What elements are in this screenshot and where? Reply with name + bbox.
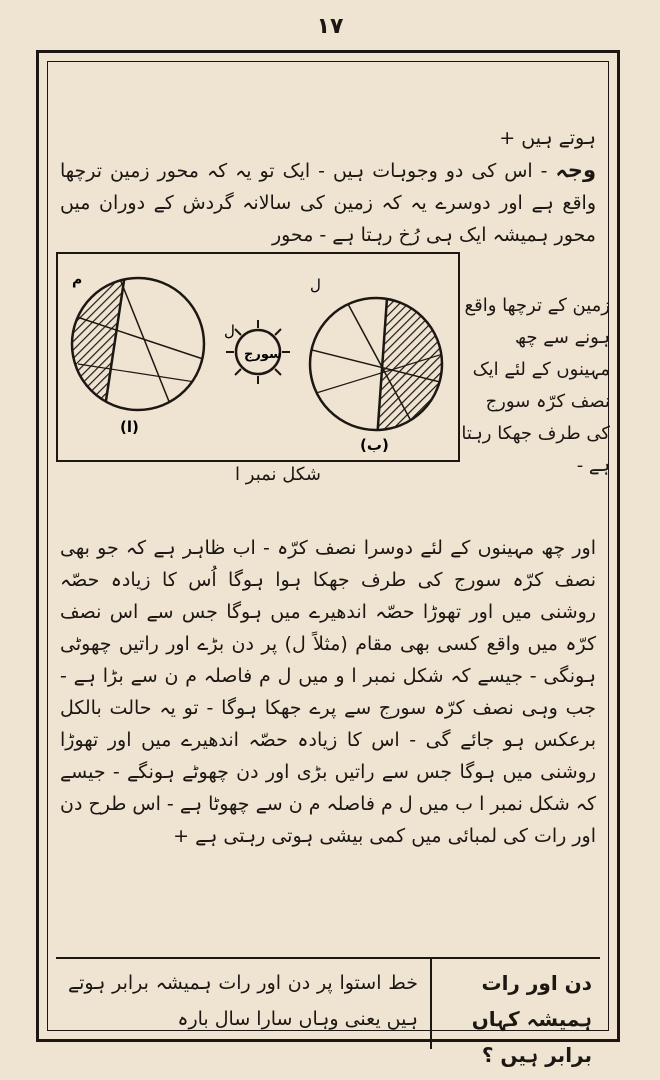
label-b: (ب) [360, 436, 389, 454]
page-border [36, 50, 620, 1067]
top-paragraph [48, 122, 608, 251]
reason-text: - اس کی دو وجوہات ہیں - ایک تو یہ کہ محور زمین ترچھا واقع ہے اور دوسرے یہ کہ زمین کی سالانہ گردش کے دوران میں محور ہمیشہ ایک ہی رُخ رہتا ہے - محور [60, 160, 596, 246]
page-number: ١٧ [316, 14, 344, 39]
label-a: (ا) [120, 418, 139, 436]
reason-heading: وجہ [555, 158, 596, 182]
question-cell: دن اور رات ہمیشہ کہاں برابر ہیں ؟ [430, 959, 600, 1049]
globe-b [308, 284, 458, 454]
answer-cell: خط استوا پر دن اور رات ہمیشہ برابر ہوتے ہیں یعنی وہاں سارا سال بارہ [68, 972, 418, 1030]
sun-label: سورج [244, 347, 282, 362]
earth-orbit-figure [56, 252, 460, 462]
qa-table [56, 957, 600, 1067]
figure-drawing [58, 254, 458, 460]
reason-paragraph [60, 154, 596, 251]
content-frame [47, 61, 610, 1067]
label-l-right: ل [310, 276, 321, 294]
side-paragraph: زمین کے ترچھا واقع ہونے سے چھ مہینوں کے لئے ایک نصف کرّہ سورج کی طرف جھکا رہتا ہے - [461, 295, 610, 476]
label-m: م [72, 272, 83, 288]
figure-caption: شکل نمبر ا [235, 464, 321, 485]
label-l-left: ل [224, 322, 235, 340]
globe-a-night-side [58, 254, 128, 454]
intro-line: ہوتے ہیں + [499, 127, 596, 149]
main-paragraph: اور چھ مہینوں کے لئے دوسرا نصف کرّہ - اب ظاہر ہے کہ جو بھی نصف کرّہ سورج کی طرف جھکا ہوا ہوگا اُس کا زیادہ حصّہ روشنی میں اور تھوڑا حصّہ اندھیرے میں ہوگا جس سے اس نصف کرّہ میں واقع کسی بھی مقام (مثلاً ل) پر دن بڑے اور راتیں چھوٹی ہونگی - جیسے کہ شکل نمبر ا و میں ل م فاصلہ م ن سے بڑا ہے - جب وہی نصف کرّہ سورج سے پرے جھکا ہوگا - تو یہ حالت بالکل برعکس ہو جائے گی - اس کا زیادہ حصّہ اندھیرے میں اور تھوڑا روشنی میں ہوگا جس سے راتیں بڑی اور دن چھوٹے ہونگے - جیسے کہ شکل نمبر ا ب میں ل م فاصلہ م ن سے چھوٹا ہے - اس طرح دن اور رات کی لمبائی میں کمی بیشی ہوتی رہتی ہے + [60, 537, 596, 847]
